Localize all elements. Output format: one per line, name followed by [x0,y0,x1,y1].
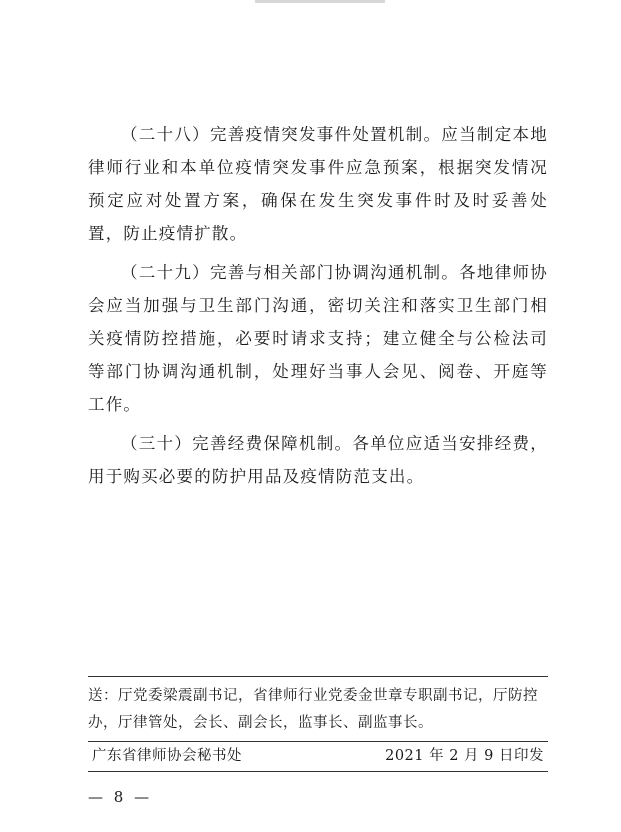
footer-top-rule [88,676,548,677]
document-footer [88,676,548,772]
footer-bottom-rule [88,771,548,772]
issue-date: 2021 年 2 月 9 日印发 [385,748,544,764]
paragraph-29: （二十九）完善与相关部门协调沟通机制。各地律师协会应当加强与卫生部门沟通，密切关注和落实卫生部门相关疫情防控措施，必要时请求支持；建立健全与公检法司等部门协调沟通机制，处理好当事人会见、阅卷、开庭等工作。 [88,263,548,414]
distribution-list: 送：厅党委梁震副书记，省律师行业党委金世章专职副书记，厅防控办，厅律管处，会长、副会长，监事长、副监事长。 [88,688,538,731]
paragraph-30: （三十）完善经费保障机制。各单位应适当安排经费，用于购买必要的防护用品及疫情防范支出。 [88,434,548,486]
body-text [88,118,548,499]
paragraph-28: （二十八）完善疫情突发事件处置机制。应当制定本地律师行业和本单位疫情突发事件应急预案，根据突发情况预定应对处置方案，确保在发生突发事件时及时妥善处置，防止疫情扩散。 [88,125,548,243]
issuer-name: 广东省律师协会秘书处 [92,748,242,764]
scan-edge-mark [255,0,385,3]
page-number: — 8 — [88,788,153,806]
issuer-row [88,742,548,771]
